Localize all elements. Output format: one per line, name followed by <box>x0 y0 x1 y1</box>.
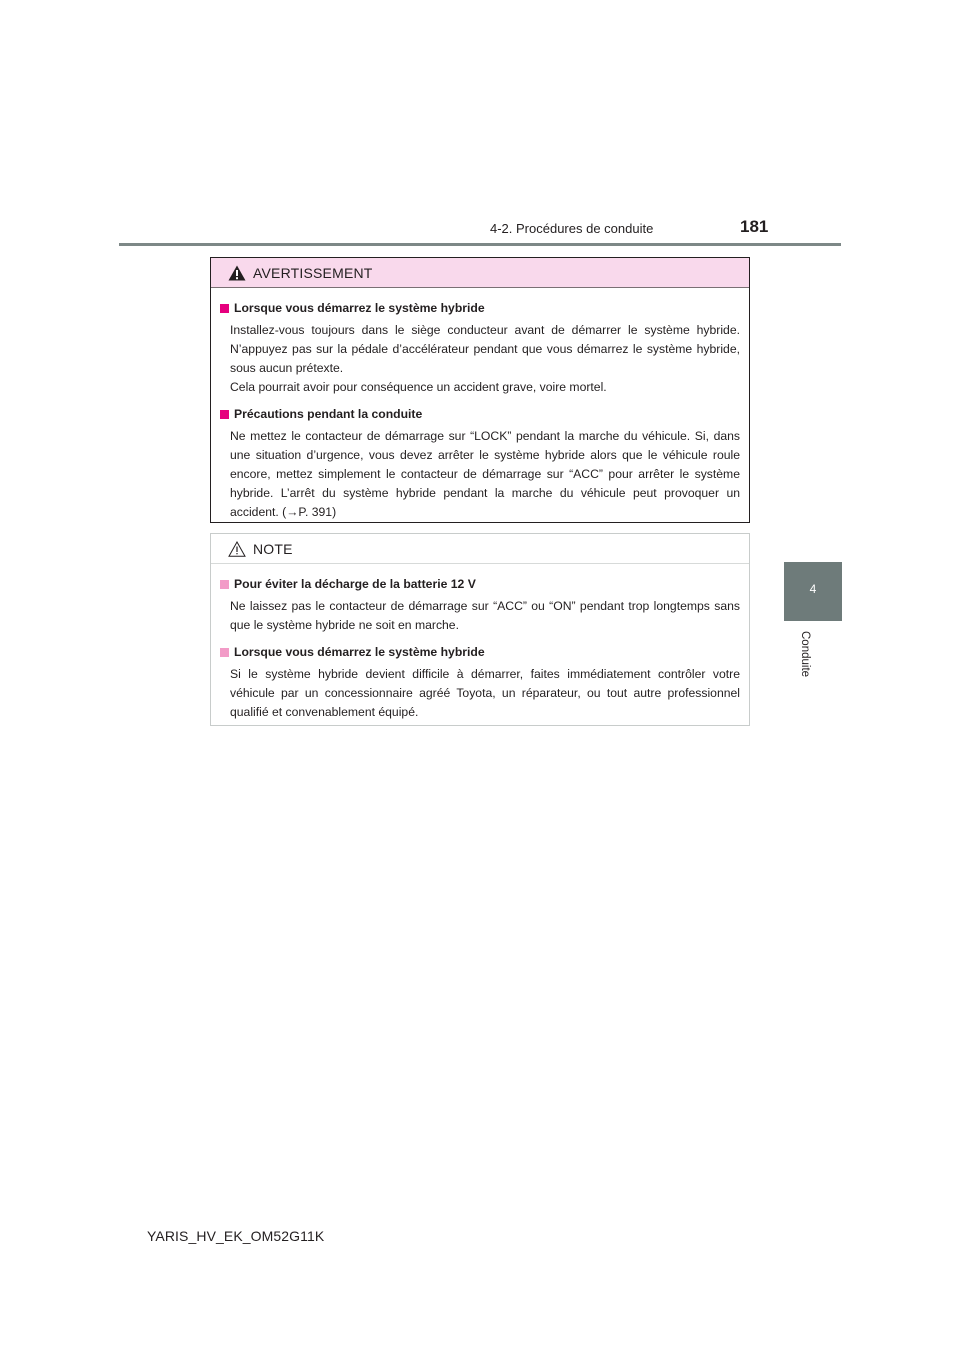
note-item-heading-text: Lorsque vous démarrez le système hybride <box>234 645 485 659</box>
note-item-text <box>230 665 740 722</box>
square-bullet-icon <box>220 580 229 589</box>
warning-box-title: AVERTISSEMENT <box>253 264 373 281</box>
warning-box-body <box>211 288 749 522</box>
header-rule <box>119 243 841 246</box>
chapter-tab[interactable] <box>784 562 842 621</box>
warning-item-heading-text: Précautions pendant la conduite <box>234 407 423 421</box>
warning-box <box>210 257 750 523</box>
warning-item-heading <box>220 299 740 317</box>
note-item-heading <box>220 643 740 661</box>
note-item-text <box>230 597 740 635</box>
note-box-body <box>211 564 749 722</box>
paragraph: Installez-vous toujours dans le siège conducteur avant de démarrer le système hybride. N’appuyez pas sur la pédale d’accélérateur pendant que vous démarrez le système hybride, sous aucun prétexte. <box>230 323 740 375</box>
caution-triangle-outline-icon <box>228 541 246 557</box>
note-box <box>210 533 750 726</box>
square-bullet-icon <box>220 648 229 657</box>
note-item-heading-text: Pour éviter la décharge de la batterie 12 V <box>234 577 476 591</box>
section-title: 4-2. Procédures de conduite <box>490 221 654 236</box>
square-bullet-icon <box>220 304 229 313</box>
note-box-title: NOTE <box>253 540 293 557</box>
warning-item-text <box>230 427 740 522</box>
paragraph: Ne mettez le contacteur de démarrage sur “LOCK” pendant la marche du véhicule. Si, dans une situation d’urgence, vous devez arrêter le système hybride alors que le véhicule roule encore, mettez simplement le contacteur de démarrage sur “ACC” pour arrêter le système hybride. L’arrêt du système hybride pendant la marche du véhicule peut provoquer un accident. (→P. 391) <box>230 429 740 519</box>
page-number: 181 <box>740 217 769 236</box>
chapter-label: Conduite <box>799 631 811 678</box>
warning-triangle-icon <box>228 265 246 281</box>
warning-item-heading-text: Lorsque vous démarrez le système hybride <box>234 301 485 315</box>
warning-item-heading <box>220 405 740 423</box>
chapter-number: 4 <box>809 582 817 596</box>
paragraph: Si le système hybride devient difficile à démarrer, faites immédiatement contrôler votre véhicule par un concessionnaire agréé Toyota, un réparateur, ou tout autre professionnel qualifié et convenablement équipé. <box>230 667 740 719</box>
warning-box-header <box>211 258 749 288</box>
note-item-heading <box>220 575 740 593</box>
note-box-header <box>211 534 749 564</box>
paragraph: Ne laissez pas le contacteur de démarrage sur “ACC” ou “ON” pendant trop longtemps sans que le système hybride ne soit en marche. <box>230 599 740 632</box>
paragraph: Cela pourrait avoir pour conséquence un accident grave, voire mortel. <box>230 380 607 394</box>
square-bullet-icon <box>220 410 229 419</box>
document-code: YARIS_HV_EK_OM52G11K <box>147 1228 325 1244</box>
warning-item-text <box>230 321 740 397</box>
